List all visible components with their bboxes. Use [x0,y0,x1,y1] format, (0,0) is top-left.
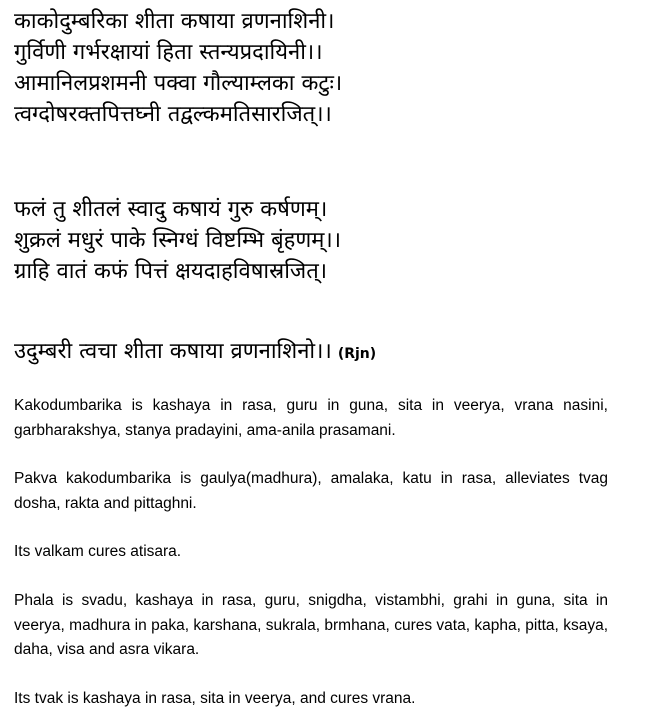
description-paragraph: Its tvak is kashaya in rasa, sita in veerya, and cures vrana. [14,690,416,707]
verse-line-with-reference [14,336,639,370]
description-paragraph: Its valkam cures atisara. [14,543,182,560]
verse-line: त्वग्दोषरक्तपित्तघ्नी तद्वल्कमतिसारजित्।। [14,102,332,127]
source-reference: (Rjn) [337,346,377,362]
verse-line: आमानिलप्रशमनी पक्वा गौल्याम्लका कटुः। [14,71,343,96]
sanskrit-verse-udumbari [14,336,639,370]
sanskrit-verse-kakodumbarika [14,6,639,130]
verse-line: उदुम्बरी त्वचा शीता कषाया व्रणनाशिनो।। [14,339,332,364]
verse-line: ग्राहि वातं कफं पित्तं क्षयदाहविषास्रजित्। [14,259,328,284]
verse-line: गुर्विणी गर्भरक्षायां हिता स्तन्यप्रदायिनी।। [14,40,323,65]
verse-line: फलं तु शीतलं स्वादु कषायं गुरु कर्षणम्। [14,197,328,222]
verse-line: शुक्रलं मधुरं पाके स्निग्धं विष्टम्भि बृंहणम्।। [14,228,342,253]
verse-line: काकोदुम्बरिका शीता कषाया व्रणनाशिनी। [14,9,335,34]
description-paragraph: Pakva kakodumbarika is gaulya(madhura), amalaka, katu in rasa, alleviates tvag dosha, rakta and pittaghni. [14,470,608,512]
sanskrit-verse-phala [14,194,639,287]
description-paragraph: Phala is svadu, kashaya in rasa, guru, snigdha, vistambhi, grahi in guna, sita in veerya, madhura in paka, karshana, sukrala, brmhana, cures vata, kapha, pitta, ksaya, daha, visa and asra vikara. [14,592,608,658]
description-paragraph: Kakodumbarika is kashaya in rasa, guru in guna, sita in veerya, vrana nasini, garbharakshya, stanya pradayini, ama-anila prasamani. [14,397,608,439]
